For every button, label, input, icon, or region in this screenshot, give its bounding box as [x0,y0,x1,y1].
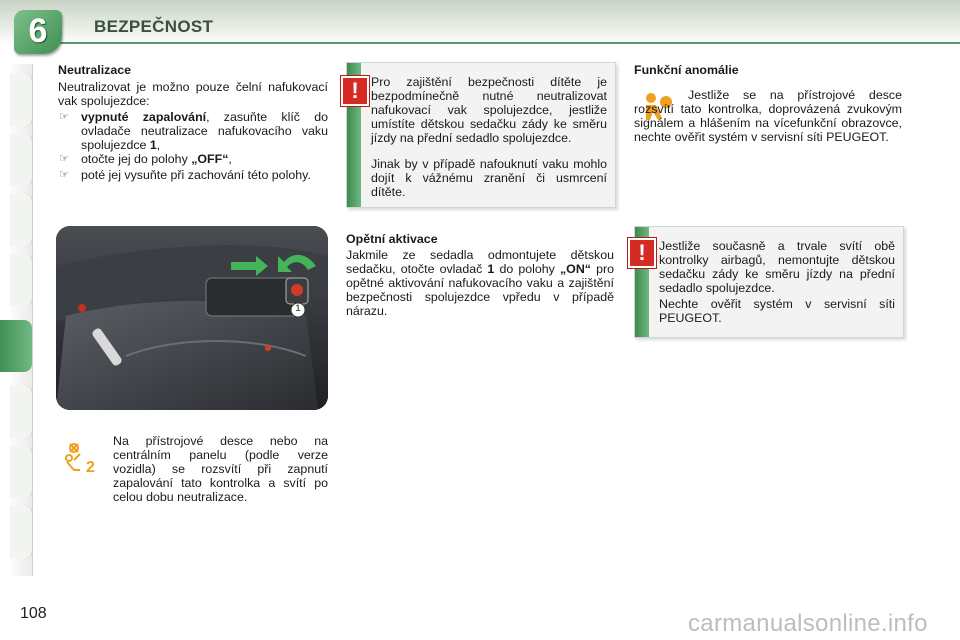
svg-text:2: 2 [86,459,95,476]
bullet-2: ☞ otočte jej do polohy „OFF“, [59,152,232,166]
warning2-paragraph-2: Nechte ověřit systém v servisní síti PEUGEOT. [659,297,895,325]
reactivation-heading: Opětní aktivace [346,232,438,246]
side-tab-8[interactable] [10,506,33,558]
neutralization-heading: Neutralizace [58,63,132,77]
side-tab-1[interactable] [10,74,33,126]
anomaly-description: Jestliže se na přístrojové desce rozsvítí tato kontrolka, doprovázená zvukovým signálem a hlášením na vícefunkční obrazovce, nechte ověřit systém v servisní síti PEUGEOT. [634,88,902,144]
warning-exclamation-icon: ! [628,238,656,268]
side-tab-6[interactable] [10,386,33,438]
warning1-paragraph-1: Pro zajištění bezpečnosti dítěte je bezpodmínečně nutné neutralizovat nafukovací vak spolujezdce, jestliže umístíte dětskou sedačku zády ke směru jízdy na přední sedadlo spolujezdce. [371,75,607,145]
airbag-off-icon [60,440,104,476]
side-tab-4[interactable] [10,254,33,306]
warning-exclamation-icon: ! [341,76,369,106]
chapter-title: BEZPEČNOST [94,17,214,36]
warning-box-airbag-lights [634,226,904,338]
header-rule [60,42,960,44]
side-tab-7[interactable] [10,446,33,498]
warning1-paragraph-2: Jinak by v případě nafouknutí vaku mohlo dojít k vážnému zranění či usmrcení dítěte. [371,157,607,199]
chapter-number: 6 [28,12,48,50]
side-tab-2[interactable] [10,134,33,186]
side-tab-3[interactable] [10,194,33,246]
bullet-1: ☞ vypnuté zapalování, zasuňte klíč do ovladače neutralizace nafukovacího vaku spolujezdce 1, [59,110,328,152]
indicator-description: Na přístrojové desce nebo na centrálním panelu (podle verze vozidla) se rozsvítí při zapnutí zapalování tato kontrolka a svítí po celou dobu neutralizace. [113,434,328,504]
page-number: 108 [20,605,47,622]
pointing-hand-icon: ☞ [59,169,69,181]
pointing-hand-icon: ☞ [59,111,69,123]
pointing-hand-icon: ☞ [59,153,69,165]
anomaly-heading: Funkční anomálie [634,63,739,77]
warning-box-child-safety [346,62,616,208]
side-tab-active[interactable] [0,320,32,372]
watermark: carmanualsonline.info [688,610,928,637]
neutralization-intro: Neutralizovat je možno pouze čelní nafukovací vak spolujezdce: [58,80,328,108]
warning2-paragraph-1: Jestliže současně a trvale svítí obě kontrolky airbagů, nemontujte dětskou sedačku zády ke směru jízdy na přední sedadlo spolujezdce. [659,239,895,295]
bullet-3: ☞ poté jej vysuňte při zachování této polohy. [59,168,311,182]
photo-callout-label: 1 [295,303,301,313]
reactivation-body: Jakmile ze sedadla odmontujete dětskou sedačku, otočte ovladač 1 do polohy „ON“ pro opětné aktivování nafukovacího vaku a zajištění bezpečnosti spolujezdce vpředu v případě nárazu. [346,248,614,318]
photo-illustration [56,226,328,410]
airbag-switch-photo [56,226,328,410]
chapter-badge [14,10,62,54]
side-tabs [0,64,40,576]
